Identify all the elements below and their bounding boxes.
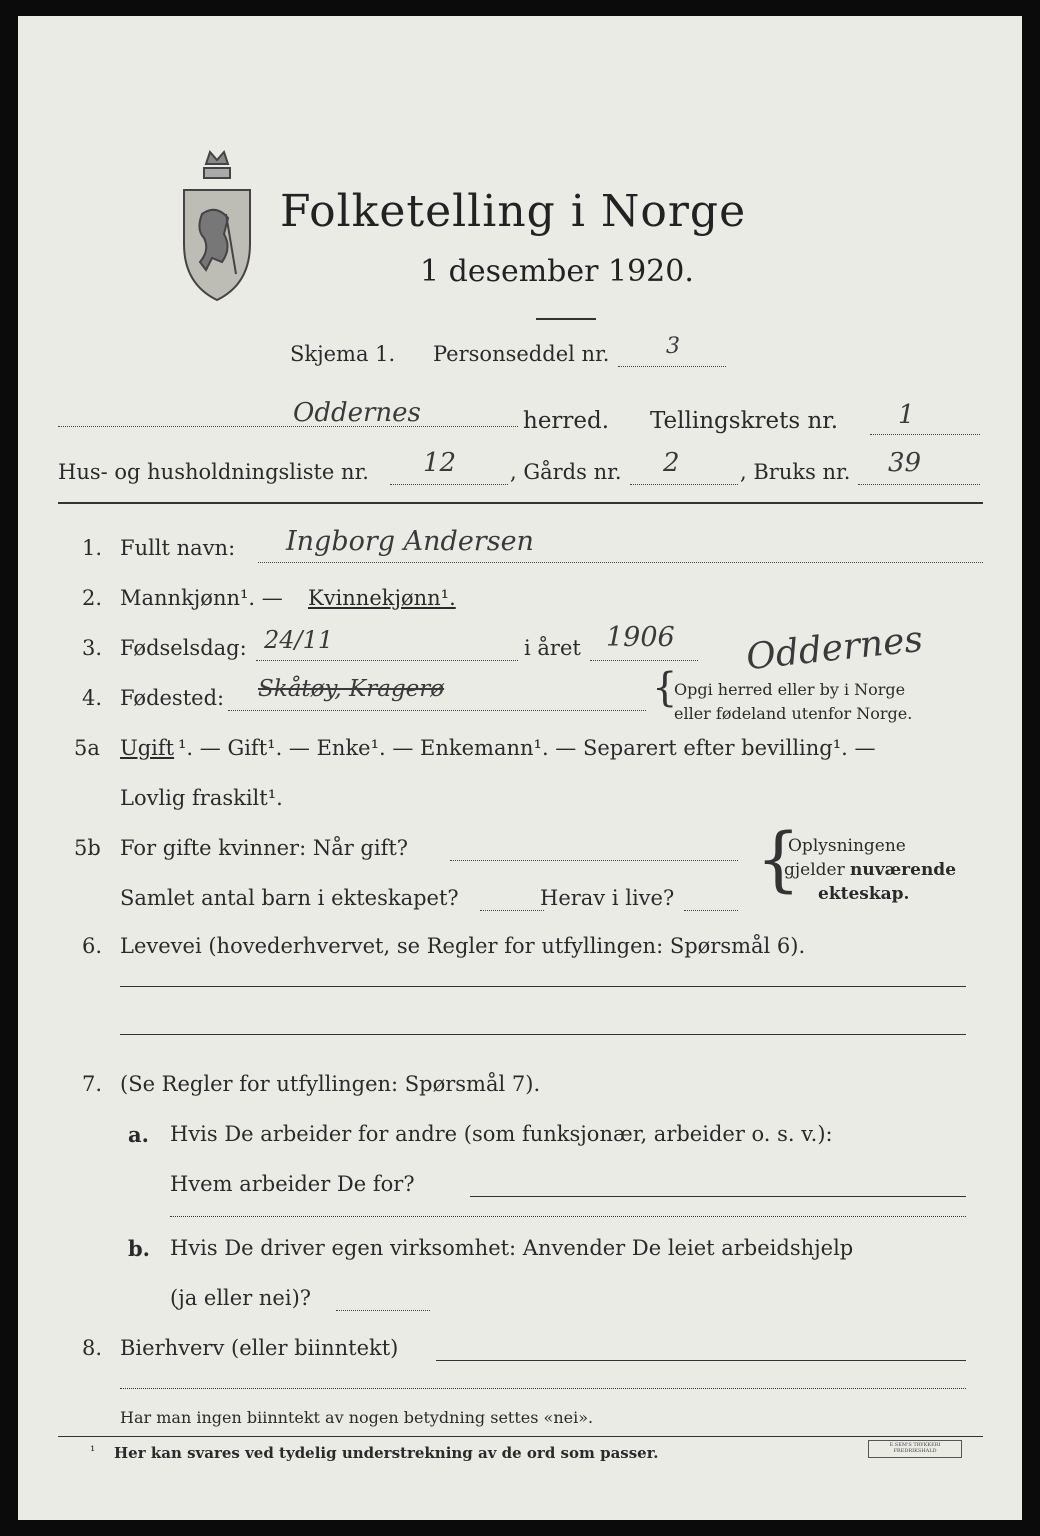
q7b-text: Hvis De driver egen virksomhet: Anvender De leiet arbeidshjelp [170, 1236, 854, 1260]
q8-number: 8. [82, 1336, 103, 1360]
q5b-note2b: nuværende [850, 860, 957, 880]
q5a-number: 5a [74, 736, 100, 760]
q5b-note1: Oplysningene [788, 836, 906, 856]
birthday-value[interactable]: 24/11 [264, 626, 334, 654]
q7-text: (Se Regler for utfyllingen: Spørsmål 7). [120, 1072, 541, 1096]
q5b-brace: { [756, 818, 801, 900]
census-date: 1 desember 1920. [420, 254, 694, 289]
personseddel-value[interactable]: 3 [666, 334, 680, 359]
gards-value[interactable]: 2 [663, 448, 680, 478]
herred-value[interactable]: Oddernes [293, 398, 421, 428]
birthplace-correction[interactable]: Oddernes [744, 618, 925, 679]
q5b-label3: Herav i live? [540, 886, 675, 910]
q6-answer-line2[interactable] [120, 1034, 966, 1035]
q7a-text: Hvis De arbeider for andre (som funksjonær, arbeider o. s. v.): [170, 1122, 833, 1146]
q7a-text2: Hvem arbeider De for? [170, 1172, 415, 1196]
tellingskrets-label: Tellingskrets nr. [650, 408, 839, 434]
q4-brace: { [652, 665, 678, 711]
q8-answer-line2[interactable] [120, 1388, 966, 1389]
hus-value[interactable]: 12 [423, 448, 457, 478]
birthplace-struck-value[interactable]: Skåtøy, Kragerø [258, 676, 445, 702]
q5a-ugift[interactable]: Ugift [120, 736, 175, 760]
q4-note-line2: eller fødeland utenfor Norge. [674, 704, 913, 723]
hus-label: Hus- og husholdningsliste nr. [58, 460, 369, 484]
footnote-text: Her kan svares ved tydelig understrekning av de ord som passer. [114, 1444, 659, 1462]
footnote-divider [58, 1436, 983, 1437]
q3-year-label: i året [524, 636, 581, 660]
q1-number: 1. [82, 536, 103, 560]
section-divider [58, 502, 983, 504]
form-title: Folketelling i Norge [280, 186, 747, 237]
q2-male[interactable]: Mannkjønn¹. — [120, 586, 283, 610]
census-form-page [18, 16, 1022, 1520]
q7a-answer-line[interactable] [470, 1196, 966, 1197]
q1-label: Fullt navn: [120, 536, 236, 560]
q5b-note3: ekteskap. [818, 884, 910, 904]
q5a-options[interactable]: ¹. — Gift¹. — Enke¹. — Enkemann¹. — Separert efter bevilling¹. — [178, 736, 876, 760]
q5b-number: 5b [74, 836, 101, 860]
tellingskrets-value[interactable]: 1 [898, 400, 915, 430]
q3-label: Fødselsdag: [120, 636, 247, 660]
q8-text: Bierhverv (eller biinntekt) [120, 1336, 399, 1360]
q5b-label2: Samlet antal barn i ekteskapet? [120, 886, 459, 910]
q4-label: Fødested: [120, 686, 225, 710]
q6-number: 6. [82, 934, 103, 958]
q6-answer-line1[interactable] [120, 986, 966, 987]
q4-number: 4. [82, 686, 103, 710]
q4-note-line1: Opgi herred eller by i Norge [674, 680, 906, 699]
birth-year-value[interactable]: 1906 [606, 622, 675, 653]
q7b-letter: b. [128, 1236, 150, 1261]
q7b-text2: (ja eller nei)? [170, 1286, 312, 1310]
printer-stamp: E.SEM'S TRYKKERI FREDRIKSHALD [868, 1440, 962, 1458]
q5a-options-line2[interactable]: Lovlig fraskilt¹. [120, 786, 283, 810]
schema-label: Skjema 1. [290, 342, 396, 366]
q6-text: Levevei (hovederhvervet, se Regler for utfyllingen: Spørsmål 6). [120, 934, 806, 958]
biinntekt-note: Har man ingen biinntekt av nogen betydning settes «nei». [120, 1408, 594, 1427]
q5b-note2a: gjelder [784, 860, 845, 880]
q8-answer-line[interactable] [436, 1360, 966, 1361]
full-name-value[interactable]: Ingborg Andersen [286, 526, 534, 557]
herred-label: herred. [523, 408, 610, 434]
footnote-mark: ¹ [90, 1444, 96, 1459]
q7-number: 7. [82, 1072, 103, 1096]
q7a-answer-line2[interactable] [170, 1216, 966, 1217]
norwegian-coat-of-arms-icon [176, 134, 258, 304]
q3-number: 3. [82, 636, 103, 660]
q7a-letter: a. [128, 1122, 149, 1147]
q5b-label1: For gifte kvinner: Når gift? [120, 836, 409, 860]
personseddel-label: Personseddel nr. [433, 342, 610, 366]
gards-label: , Gårds nr. [510, 460, 622, 484]
bruks-label: , Bruks nr. [740, 460, 851, 484]
title-divider [536, 318, 596, 320]
q2-female[interactable]: Kvinnekjønn¹. [308, 586, 456, 610]
q2-number: 2. [82, 586, 103, 610]
bruks-value[interactable]: 39 [888, 448, 922, 478]
